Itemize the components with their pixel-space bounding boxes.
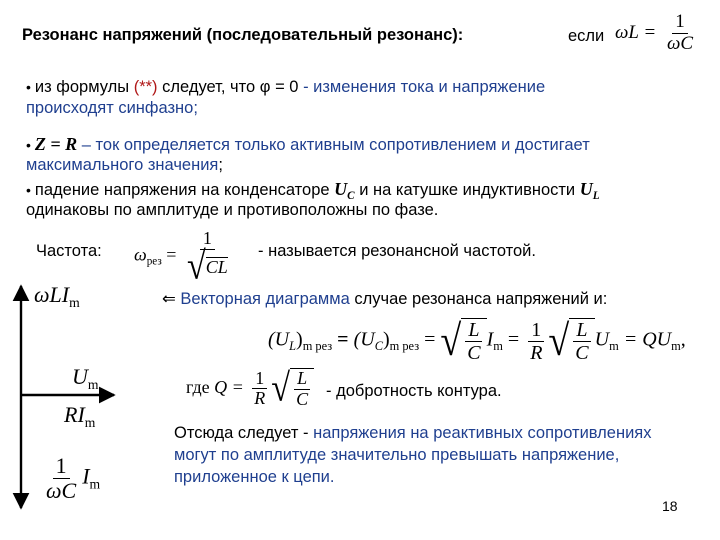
page-number: 18	[662, 498, 678, 514]
frequency-label: Частота:	[36, 242, 102, 260]
conclusion-line-2: могут по амплитуде значительно превышать напряжение,	[174, 446, 620, 464]
frequency-note: - называется резонансной частотой.	[258, 242, 536, 260]
conclusion-line-1: Отсюда следует - напряжения на реактивных сопротивлениях	[174, 424, 652, 442]
title-if: если	[568, 27, 605, 45]
resonance-condition: ωL = $\frac{1}{\omega C}$	[615, 12, 699, 55]
formula-ref: (**)	[133, 78, 158, 96]
diagram-label-omega-l-i: ωLI$_m$	[34, 282, 80, 310]
conclusion-line-3: приложенное к цепи.	[174, 468, 335, 486]
resonance-voltage-formula: $(U_L)_{m рез} = (U_C)_{m рез}$ = √ $\frac{L}{C}$ $I_m$ = $\frac{1}{R}$ √ $\frac{L}{C}$ $U_m = QU_m$,	[268, 316, 686, 366]
bullet-dot: •	[26, 137, 31, 153]
diagram-label-r-i: $RI_m$	[64, 402, 96, 430]
bullet-dot: •	[26, 79, 31, 95]
resonance-frequency-formula: $\omega_{рез}$ = 1 √ CL	[134, 228, 228, 288]
bullet-2-line-2: максимального значения;	[26, 156, 223, 174]
bullet-3-line-2: одинаковы по амплитуде и противоположны по фазе.	[26, 201, 439, 219]
title-text: Резонанс напряжений (последовательный резонанс):	[22, 26, 464, 44]
bullet-3-line-1: • падение напряжения на конденсаторе $U_C$ и на катушке индуктивности $U_L$	[26, 179, 600, 202]
condition-fraction: $\frac{1}{\omega C}$	[666, 11, 694, 54]
quality-factor-note: - добротность контура.	[326, 382, 502, 400]
diagram-label-um: $U_m$	[72, 364, 99, 392]
bullet-dot: •	[26, 182, 31, 198]
bullet-1-line-2: происходят синфазно;	[26, 99, 198, 117]
bullet-1-line-1: • из формулы (**) следует, что φ = 0 - изменения тока и напряжение	[26, 78, 546, 96]
quality-factor-formula: где Q = $\frac{1}{R}$ √ $\frac{L}{C}$	[186, 368, 314, 410]
bullet-2-line-1: • Z = R – ток определяется только активным сопротивлением и достигает	[26, 134, 590, 154]
left-arrow-icon: ⇐	[162, 290, 176, 308]
diagram-label-capacitor: $\frac{1}{\omega C}$ $I_m$	[46, 453, 101, 504]
vector-diagram-note: ⇐ Векторная диаграмма случае резонанса напряжений и:	[162, 290, 608, 308]
